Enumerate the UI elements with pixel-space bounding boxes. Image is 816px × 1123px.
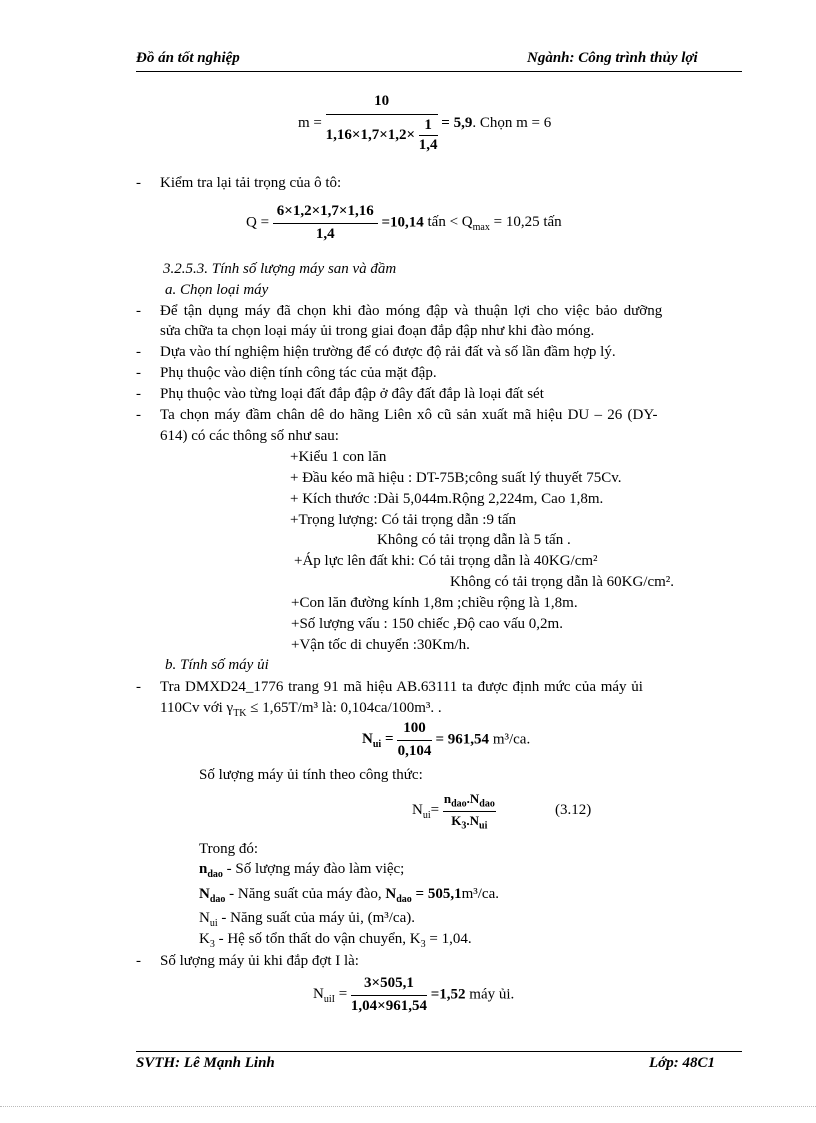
spec-item: +Trọng lượng: Có tải trọng dẫn :9 tấn <box>290 512 517 528</box>
eq-q-tail-sub: max <box>472 221 490 233</box>
bullet6-line2-sub: TK <box>233 708 247 719</box>
page-bottom-divider <box>0 1106 816 1107</box>
eq-m-den-frac-num: 1 <box>419 117 438 136</box>
eq-nui1-lhs: $N_{uiI}$ = <box>313 985 348 1005</box>
eq-312-den: $K_3.N_{ui}$ <box>451 812 488 832</box>
eq-nui-fraction <box>397 720 432 760</box>
bullet3: Phụ thuộc vào diện tính công tác của mặt đập. <box>160 365 437 381</box>
trong-do-label: Trong đó: <box>199 841 259 857</box>
bullet-dash: - <box>136 679 141 695</box>
spec-item: + Kích thước :Dài 5,044m.Rộng 2,224m, Cao 1,8m. <box>290 491 604 507</box>
eq-nui1-fraction <box>351 975 427 1015</box>
bullet4: Phụ thuộc vào từng loại đất đắp đập ở đây đất đắp là loại đất sét <box>160 386 544 402</box>
subsection-a: a. Chọn loại máy <box>165 282 269 298</box>
eq-q-num: 6×1,2×1,7×1,16 <box>273 203 378 224</box>
eq-m-num: 10 <box>326 93 438 115</box>
footer-left: SVTH: Lê Mạnh Linh <box>136 1055 275 1071</box>
bullet6-line1: Tra DMXD24_1776 trang 91 mã hiệu AB.63111 ta được định mức của máy ủi <box>160 679 643 695</box>
eq-312-num: $n_{dao}.N_{dao}$ <box>443 791 495 810</box>
spec-item: +Vận tốc di chuyển :30Km/h. <box>291 637 470 653</box>
bullet7: Số lượng máy ủi khi đắp đợt I là: <box>160 953 359 969</box>
bullet5-line1: Ta chọn máy đầm chân dê do hãng Liên xô cũ sản xuất mã hiệu DU – 26 (DY- <box>160 407 658 423</box>
spec-item: +Kiểu 1 con lăn <box>290 449 387 465</box>
eq-q-fraction <box>273 203 378 243</box>
eq-m-den-a: 1,16×1,7×1,2× <box>325 126 416 143</box>
eq-m-tail: . Chọn m = 6 <box>472 115 552 131</box>
eq-m-result: = 5,9 <box>441 115 473 131</box>
eq-nui1-num: 3×505,1 <box>351 975 427 996</box>
bullet-dash: - <box>136 386 141 402</box>
eq-m-lhs: m = <box>298 115 322 131</box>
bullet-dash: - <box>136 953 141 969</box>
bullet-dash: - <box>136 407 141 423</box>
spec-item: +Áp lực lên đất khi: Có tải trọng dẫn là 40KG/cm² <box>294 553 598 569</box>
bullet6-line2 <box>160 700 442 719</box>
spec-item: Không có tải trọng dẫn là 5 tấn . <box>377 532 571 548</box>
eq-nui1-den: 1,04×961,54 <box>350 998 427 1014</box>
def-nui: $N_{ui}$ - Năng suất của máy ủi, (m³/ca). <box>199 910 415 929</box>
para-check: Kiểm tra lại tải trọng của ô tô: <box>160 175 342 191</box>
eq-m-fraction <box>326 93 438 154</box>
eq-nui-result: = 961,54 <box>435 731 490 748</box>
eq-m-den-frac <box>419 117 438 154</box>
header-rule <box>136 71 742 72</box>
eq-nui1-tail: máy ủi. <box>465 986 515 1003</box>
eq-nui-tail: m³/ca. <box>489 731 531 748</box>
eq-m-den-frac-den: 1,4 <box>418 137 438 153</box>
bullet5-line2: 614) có các thông số như sau: <box>160 428 339 444</box>
def-ndao-capacity: $N_{dao}$ - Năng suất của máy đào, $N_{dao} = 505,1m^3/ca$. <box>199 886 499 905</box>
bullet-dash: - <box>136 365 141 381</box>
eq-q-lhs: Q = <box>246 214 270 231</box>
bullet-dash: - <box>136 303 141 319</box>
header-left: Đồ án tốt nghiệp <box>136 50 240 66</box>
spec-item: + Đầu kéo mã hiệu : DT-75B;công suất lý thuyết 75Cv. <box>290 470 622 486</box>
eq-q-tail-b: = 10,25 tấn <box>489 213 562 230</box>
eq-312-lhs: $N_{ui}=$ <box>412 801 440 821</box>
bullet-dash: - <box>136 344 141 360</box>
def-k3: $K_3$ - Hệ số tổn thất do vận chuyển, $K_3 = 1,04$. <box>199 931 472 950</box>
bullet6-line2-b: ≤ 1,65T/m³ là: 0,104ca/100m³. . <box>246 700 442 716</box>
eq-q-den: 1,4 <box>315 226 335 242</box>
spec-item: Không có tải trọng dẫn là 60KG/cm². <box>450 574 675 590</box>
eq-m-den <box>326 115 438 154</box>
equation-312 <box>412 791 496 831</box>
eq-q-tail-a: tấn < Q <box>423 213 473 230</box>
header-right: Ngành: Công trình thủy lợi <box>527 50 698 66</box>
bullet1-line2: sửa chữa ta chọn loại máy ủi trong giai đoạn đắp đập như khi đào móng. <box>160 323 595 339</box>
bullet1-line1: Để tận dụng máy đã chọn khi đào móng đập và thuận lợi cho việc bảo dưỡng <box>160 303 663 319</box>
equation-label-312: (3.12) <box>555 802 592 818</box>
equation-nui <box>362 720 530 760</box>
eq-nui-lhs: $N_{ui}$ = <box>362 730 394 750</box>
equation-nui1 <box>313 975 514 1015</box>
bullet-dash: - <box>136 175 141 191</box>
equation-m <box>298 93 551 154</box>
eq-nui1-result: =1,52 <box>430 986 466 1003</box>
section-title-3253: 3.2.5.3. Tính số lượng máy san và đầm <box>163 261 397 277</box>
eq-nui-num: 100 <box>397 720 432 741</box>
footer-rule <box>136 1051 742 1052</box>
eq-nui-den: 0,104 <box>397 743 432 759</box>
def-ndao-count: $n_{dao}$ - Số lượng máy đào làm việc; <box>199 861 405 880</box>
spec-item: +Con lăn đường kính 1,8m ;chiều rộng là 1,8m. <box>291 595 578 611</box>
spec-item: +Số lượng vấu : 150 chiếc ,Độ cao vấu 0,2m. <box>291 616 563 632</box>
subsection-b: b. Tính số máy ủi <box>165 657 269 673</box>
eq-312-fraction <box>443 791 496 831</box>
equation-q <box>246 203 562 243</box>
para-formula: Số lượng máy ủi tính theo công thức: <box>199 767 423 783</box>
bullet6-line2-a: 110Cv với γ <box>160 700 234 716</box>
eq-q-result: =10,14 <box>381 214 424 231</box>
bullet2: Dựa vào thí nghiệm hiện trường để có được độ rải đất và số lần đầm hợp lý. <box>160 344 616 360</box>
footer-right: Lớp: 48C1 <box>649 1055 715 1071</box>
